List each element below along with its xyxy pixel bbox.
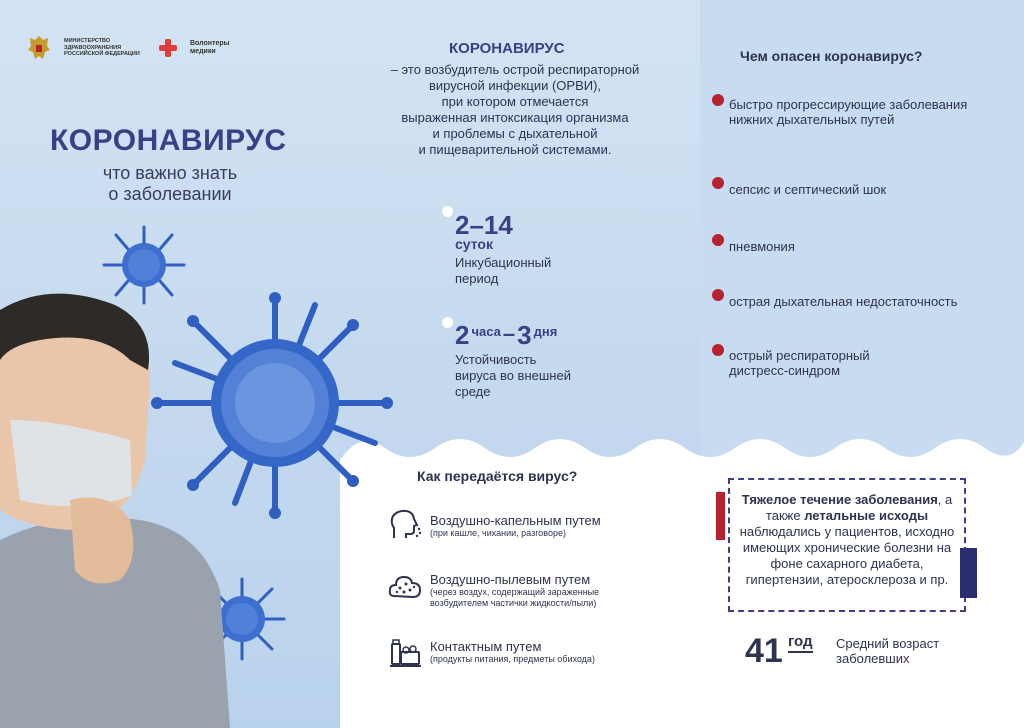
danger-item [712,94,1002,127]
severe-course-text [732,492,962,588]
transmission-sub: (через воздух, содержащий зараженные возбудителем частички жидкости/пыли) [430,587,600,608]
incubation-unit: суток [455,236,493,252]
volunteers-cross-icon [158,38,178,58]
transmission-text [430,513,601,539]
volunteers-logo-text: Волонтеры медики [190,40,230,55]
definition-line: – это возбудитель острой респираторной [390,62,640,77]
label-line: Средний возраст [836,636,940,651]
definition-line: вирусной инфекции (ОРВИ), [428,78,602,93]
label-line: вируса во внешней [455,368,571,383]
dust-cloud-icon [388,570,422,604]
red-accent-bar [716,492,725,540]
danger-item [712,289,1002,309]
definition-line: при котором отмечается [441,94,589,109]
logo-bar [26,34,232,62]
severe-text-mid: , а также [765,492,953,523]
severe-bold-mid: летальные исходы [804,508,929,523]
coat-of-arms-icon [26,34,52,62]
resistance-from-unit: часа [471,324,501,339]
severe-text-end: наблюдались у пациентов, исходно имеющих хронические болезни на фоне сахарного диабета, гипертензии, атеросклероза и пр. [739,524,955,587]
transmission-sub: (продукты питания, предметы обихода) [430,654,595,664]
danger-item-label: острый респираторный дистресс-синдром [729,348,870,378]
label-line: заболевших [836,651,910,666]
transmission-sub: (при кашле, чихании, разговоре) [430,528,566,538]
label-line: среде [455,384,491,399]
transmission-item [388,636,595,670]
transmission-text [430,572,640,609]
label-line: Инкубационный [455,255,552,270]
page-title: КОРОНАВИРУС [50,124,287,157]
definition-text [360,62,670,158]
red-bullet-icon [712,289,724,301]
volunteers-logo [190,40,232,56]
definition-title: КОРОНАВИРУС [449,40,565,57]
danger-item-label: пневмония [729,239,795,254]
resistance-to-unit: дня [533,324,558,339]
incubation-label [455,255,551,287]
bullet-dot [442,317,453,328]
blue-accent-bar [960,548,977,598]
definition-line: и пищеварительной системами. [418,142,612,157]
page-subtitle [80,163,260,205]
resistance-to: 3 [517,320,532,350]
danger-title: Чем опасен коронавирус? [740,48,923,64]
incubation-value: 2–14 [455,210,513,240]
definition-line: выраженная интоксикация организма [401,110,629,125]
red-bullet-icon [712,177,724,189]
transmission-item [388,508,601,542]
subtitle-line: что важно знать [102,163,238,183]
transmission-main: Контактным путем [430,639,542,654]
danger-item [712,234,1002,254]
red-bullet-icon [712,94,724,106]
red-bullet-icon [712,234,724,246]
danger-item-label: сепсис и септический шок [729,182,887,197]
average-age-unit: год [788,633,813,653]
resistance-dash: – [502,321,516,346]
danger-item [712,344,1002,378]
resistance-value [455,322,557,348]
transmission-text [430,639,595,665]
bullet-dot [442,206,453,217]
average-age-value: 41 [745,632,783,670]
label-line: период [455,271,499,286]
resistance-label [455,352,571,400]
danger-item-label: острая дыхательная недостаточность [729,294,958,309]
definition-line: и проблемы с дыхательной [432,126,598,141]
food-items-icon [388,636,422,670]
resistance-from: 2 [455,320,470,350]
red-bullet-icon [712,344,724,356]
coughing-person-illustration [0,290,300,728]
transmission-title: Как передаётся вирус? [417,468,578,484]
sneezing-head-icon [388,508,422,542]
subtitle-line: о заболевании [108,184,232,204]
average-age-label [836,636,939,666]
transmission-main: Воздушно-капельным путем [430,513,601,528]
danger-item-label: быстро прогрессирующие заболевания нижних дыхательных путей [729,97,968,127]
transmission-main: Воздушно-пылевым путем [430,572,591,587]
severe-bold-start: Тяжелое течение заболевания [741,492,938,507]
danger-item [712,177,1002,197]
transmission-item [388,570,640,609]
ministry-logo-text: МИНИСТЕРСТВО ЗДРАВООХРАНЕНИЯ РОССИЙСКОЙ ФЕДЕРАЦИИ [64,38,140,58]
label-line: Устойчивость [455,352,537,367]
